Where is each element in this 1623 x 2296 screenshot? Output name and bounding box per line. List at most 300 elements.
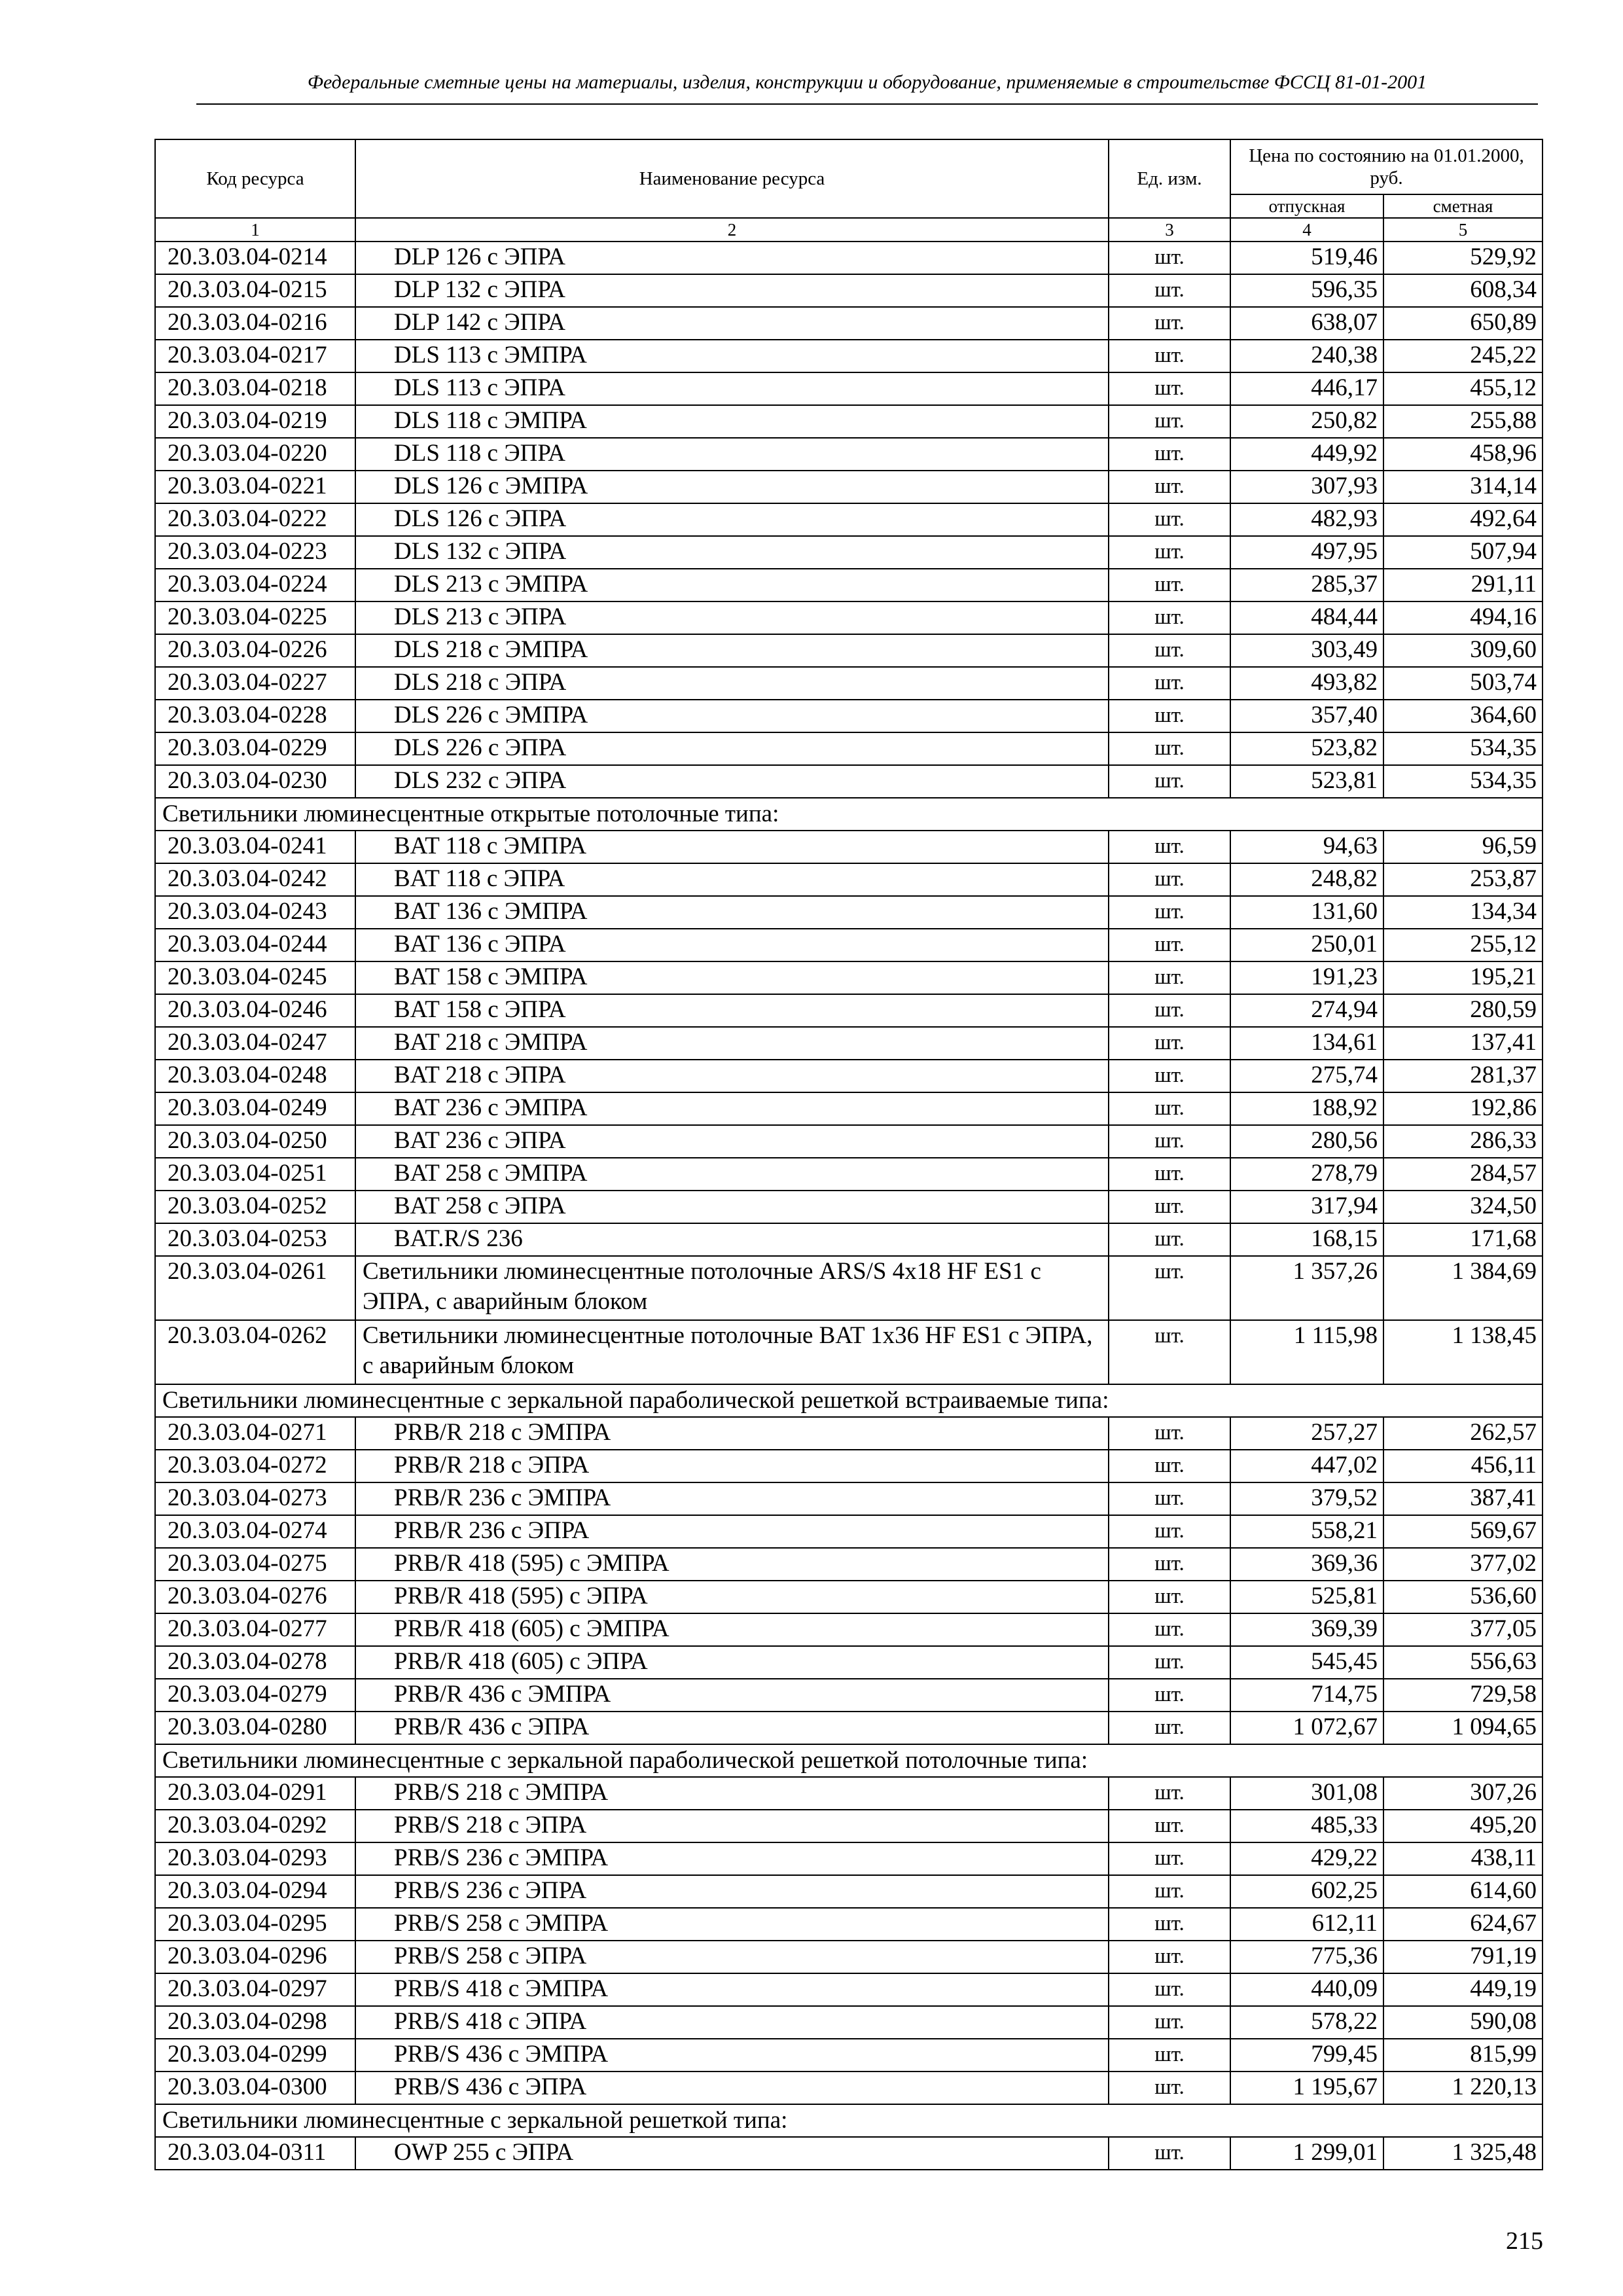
table-row	[155, 1712, 1543, 1744]
unit-cell: шт.	[1109, 2072, 1230, 2104]
table-row	[155, 1777, 1543, 1810]
col-number: 5	[1383, 218, 1543, 242]
resource-code: 20.3.03.04-0247	[155, 1027, 355, 1060]
resource-code: 20.3.03.04-0261	[155, 1256, 355, 1320]
unit-cell: шт.	[1109, 1482, 1230, 1515]
estimate-price: 255,88	[1383, 405, 1543, 438]
resource-code: 20.3.03.04-0272	[155, 1450, 355, 1482]
estimate-price: 1 325,48	[1383, 2137, 1543, 2170]
unit-cell: шт.	[1109, 1613, 1230, 1646]
unit-cell: шт.	[1109, 2039, 1230, 2072]
resource-name: BAT 158 с ЭПРА	[355, 994, 1109, 1027]
estimate-price: 253,87	[1383, 863, 1543, 896]
unit-cell: шт.	[1109, 2137, 1230, 2170]
table-row	[155, 1158, 1543, 1191]
release-price: 775,36	[1230, 1941, 1383, 1973]
resource-name: PRB/S 258 с ЭМПРА	[355, 1908, 1109, 1941]
release-price: 303,49	[1230, 634, 1383, 667]
table-row	[155, 994, 1543, 1027]
table-row	[155, 634, 1543, 667]
resource-code: 20.3.03.04-0243	[155, 896, 355, 929]
estimate-price: 286,33	[1383, 1125, 1543, 1158]
resource-name: PRB/R 218 с ЭМПРА	[355, 1417, 1109, 1450]
resource-code: 20.3.03.04-0245	[155, 961, 355, 994]
resource-code: 20.3.03.04-0292	[155, 1810, 355, 1842]
resource-name: DLS 213 с ЭПРА	[355, 601, 1109, 634]
release-price: 493,82	[1230, 667, 1383, 700]
estimate-price: 729,58	[1383, 1679, 1543, 1712]
estimate-price: 492,64	[1383, 503, 1543, 536]
table-row	[155, 1908, 1543, 1941]
estimate-price: 137,41	[1383, 1027, 1543, 1060]
table-row	[155, 2072, 1543, 2104]
table-row	[155, 896, 1543, 929]
resource-code: 20.3.03.04-0271	[155, 1417, 355, 1450]
unit-cell: шт.	[1109, 438, 1230, 471]
unit-cell: шт.	[1109, 994, 1230, 1027]
resource-name: DLP 132 с ЭПРА	[355, 274, 1109, 307]
unit-cell: шт.	[1109, 1060, 1230, 1092]
release-price: 519,46	[1230, 242, 1383, 274]
unit-cell: шт.	[1109, 1158, 1230, 1191]
resource-name: PRB/S 418 с ЭМПРА	[355, 1973, 1109, 2006]
unit-cell: шт.	[1109, 765, 1230, 798]
resource-name: DLS 118 с ЭПРА	[355, 438, 1109, 471]
table-row	[155, 863, 1543, 896]
resource-code: 20.3.03.04-0224	[155, 569, 355, 601]
release-price: 307,93	[1230, 471, 1383, 503]
release-price: 799,45	[1230, 2039, 1383, 2072]
resource-name: PRB/S 236 с ЭПРА	[355, 1875, 1109, 1908]
table-row	[155, 405, 1543, 438]
resource-name: Светильники люминесцентные потолочные BAT 1x36 HF ES1 с ЭПРА, с аварийным блоком	[355, 1320, 1109, 1384]
estimate-price: 1 384,69	[1383, 1256, 1543, 1320]
release-price: 379,52	[1230, 1482, 1383, 1515]
release-price: 168,15	[1230, 1223, 1383, 1256]
table-row	[155, 1450, 1543, 1482]
table-row	[155, 929, 1543, 961]
table-row	[155, 372, 1543, 405]
section-title: Светильники люминесцентные с зеркальной решеткой типа:	[155, 2104, 1543, 2137]
col-header-name: Наименование ресурса	[355, 139, 1109, 218]
resource-code: 20.3.03.04-0230	[155, 765, 355, 798]
unit-cell: шт.	[1109, 471, 1230, 503]
release-price: 447,02	[1230, 1450, 1383, 1482]
release-price: 240,38	[1230, 340, 1383, 372]
unit-cell: шт.	[1109, 536, 1230, 569]
resource-code: 20.3.03.04-0217	[155, 340, 355, 372]
unit-cell: шт.	[1109, 1810, 1230, 1842]
resource-code: 20.3.03.04-0291	[155, 1777, 355, 1810]
resource-name: BAT 258 с ЭПРА	[355, 1191, 1109, 1223]
release-price: 497,95	[1230, 536, 1383, 569]
resource-name: DLP 142 с ЭПРА	[355, 307, 1109, 340]
table-row	[155, 307, 1543, 340]
unit-cell: шт.	[1109, 405, 1230, 438]
col-header-unit: Ед. изм.	[1109, 139, 1230, 218]
table-row	[155, 569, 1543, 601]
table-row	[155, 438, 1543, 471]
table-row	[155, 1810, 1543, 1842]
unit-cell: шт.	[1109, 831, 1230, 863]
resource-code: 20.3.03.04-0216	[155, 307, 355, 340]
estimate-price: 262,57	[1383, 1417, 1543, 1450]
unit-cell: шт.	[1109, 1320, 1230, 1384]
running-header: Федеральные сметные цены на материалы, изделия, конструкции и оборудование, применяемые в строительстве ФССЦ 81-01-2001	[307, 71, 1427, 93]
unit-cell: шт.	[1109, 242, 1230, 274]
unit-cell: шт.	[1109, 1027, 1230, 1060]
table-row	[155, 601, 1543, 634]
unit-cell: шт.	[1109, 1191, 1230, 1223]
resource-code: 20.3.03.04-0218	[155, 372, 355, 405]
resource-name: BAT 136 с ЭПРА	[355, 929, 1109, 961]
estimate-price: 503,74	[1383, 667, 1543, 700]
resource-name: DLS 126 с ЭМПРА	[355, 471, 1109, 503]
table-row	[155, 700, 1543, 732]
col-header-price-group: Цена по состоянию на 01.01.2000, руб.	[1230, 139, 1543, 194]
resource-code: 20.3.03.04-0250	[155, 1125, 355, 1158]
resource-code: 20.3.03.04-0300	[155, 2072, 355, 2104]
estimate-price: 255,12	[1383, 929, 1543, 961]
resource-name: PRB/R 418 (595) с ЭПРА	[355, 1581, 1109, 1613]
estimate-price: 438,11	[1383, 1842, 1543, 1875]
unit-cell: шт.	[1109, 601, 1230, 634]
unit-cell: шт.	[1109, 503, 1230, 536]
table-body	[155, 242, 1543, 2170]
estimate-price: 1 094,65	[1383, 1712, 1543, 1744]
release-price: 638,07	[1230, 307, 1383, 340]
release-price: 523,81	[1230, 765, 1383, 798]
table-row	[155, 1482, 1543, 1515]
resource-code: 20.3.03.04-0221	[155, 471, 355, 503]
col-number: 3	[1109, 218, 1230, 242]
resource-code: 20.3.03.04-0275	[155, 1548, 355, 1581]
unit-cell: шт.	[1109, 1679, 1230, 1712]
table-row	[155, 1320, 1543, 1384]
table-row	[155, 242, 1543, 274]
resource-name: PRB/R 218 с ЭПРА	[355, 1450, 1109, 1482]
resource-name: BAT 118 с ЭПРА	[355, 863, 1109, 896]
resource-name: OWP 255 с ЭПРА	[355, 2137, 1109, 2170]
release-price: 1 115,98	[1230, 1320, 1383, 1384]
estimate-price: 364,60	[1383, 700, 1543, 732]
table-row	[155, 2006, 1543, 2039]
header-rule	[196, 103, 1538, 105]
resource-name: BAT 236 с ЭПРА	[355, 1125, 1109, 1158]
estimate-price: 281,37	[1383, 1060, 1543, 1092]
release-price: 134,61	[1230, 1027, 1383, 1060]
table-row	[155, 1581, 1543, 1613]
unit-cell: шт.	[1109, 1548, 1230, 1581]
release-price: 612,11	[1230, 1908, 1383, 1941]
release-price: 440,09	[1230, 1973, 1383, 2006]
resource-name: PRB/S 258 с ЭПРА	[355, 1941, 1109, 1973]
unit-cell: шт.	[1109, 732, 1230, 765]
table-row	[155, 1191, 1543, 1223]
table-row	[155, 274, 1543, 307]
unit-cell: шт.	[1109, 307, 1230, 340]
release-price: 275,74	[1230, 1060, 1383, 1092]
estimate-price: 377,05	[1383, 1613, 1543, 1646]
section-title: Светильники люминесцентные с зеркальной параболической решеткой встраиваемые типа:	[155, 1384, 1543, 1417]
resource-name: DLS 132 с ЭПРА	[355, 536, 1109, 569]
table-row	[155, 1973, 1543, 2006]
resource-name: DLS 218 с ЭМПРА	[355, 634, 1109, 667]
estimate-price: 815,99	[1383, 2039, 1543, 2072]
estimate-price: 534,35	[1383, 765, 1543, 798]
table-row	[155, 1256, 1543, 1320]
release-price: 250,01	[1230, 929, 1383, 961]
resource-name: PRB/S 218 с ЭМПРА	[355, 1777, 1109, 1810]
table-row	[155, 667, 1543, 700]
resource-name: PRB/S 418 с ЭПРА	[355, 2006, 1109, 2039]
estimate-price: 195,21	[1383, 961, 1543, 994]
table-row	[155, 340, 1543, 372]
release-price: 131,60	[1230, 896, 1383, 929]
table-row	[155, 1679, 1543, 1712]
resource-code: 20.3.03.04-0223	[155, 536, 355, 569]
resource-code: 20.3.03.04-0248	[155, 1060, 355, 1092]
resource-code: 20.3.03.04-0295	[155, 1908, 355, 1941]
estimate-price: 96,59	[1383, 831, 1543, 863]
resource-code: 20.3.03.04-0294	[155, 1875, 355, 1908]
estimate-price: 387,41	[1383, 1482, 1543, 1515]
table-row	[155, 536, 1543, 569]
section-row	[155, 1744, 1543, 1777]
estimate-price: 529,92	[1383, 242, 1543, 274]
release-price: 257,27	[1230, 1417, 1383, 1450]
table-row	[155, 831, 1543, 863]
unit-cell: шт.	[1109, 1450, 1230, 1482]
estimate-price: 307,26	[1383, 1777, 1543, 1810]
release-price: 369,39	[1230, 1613, 1383, 1646]
col-number: 1	[155, 218, 355, 242]
resource-name: DLS 232 с ЭПРА	[355, 765, 1109, 798]
resource-name: BAT 136 с ЭМПРА	[355, 896, 1109, 929]
resource-code: 20.3.03.04-0246	[155, 994, 355, 1027]
unit-cell: шт.	[1109, 340, 1230, 372]
resource-code: 20.3.03.04-0219	[155, 405, 355, 438]
unit-cell: шт.	[1109, 274, 1230, 307]
unit-cell: шт.	[1109, 569, 1230, 601]
resource-code: 20.3.03.04-0276	[155, 1581, 355, 1613]
table-row	[155, 1417, 1543, 1450]
estimate-price: 624,67	[1383, 1908, 1543, 1941]
resource-name: PRB/R 436 с ЭМПРА	[355, 1679, 1109, 1712]
table-row	[155, 1223, 1543, 1256]
release-price: 714,75	[1230, 1679, 1383, 1712]
unit-cell: шт.	[1109, 1092, 1230, 1125]
resource-name: DLS 118 с ЭМПРА	[355, 405, 1109, 438]
release-price: 188,92	[1230, 1092, 1383, 1125]
resource-code: 20.3.03.04-0279	[155, 1679, 355, 1712]
table-row	[155, 961, 1543, 994]
estimate-price: 569,67	[1383, 1515, 1543, 1548]
unit-cell: шт.	[1109, 1646, 1230, 1679]
estimate-price: 449,19	[1383, 1973, 1543, 2006]
estimate-price: 377,02	[1383, 1548, 1543, 1581]
unit-cell: шт.	[1109, 1417, 1230, 1450]
estimate-price: 495,20	[1383, 1810, 1543, 1842]
resource-name: DLS 218 с ЭПРА	[355, 667, 1109, 700]
table-row	[155, 471, 1543, 503]
unit-cell: шт.	[1109, 929, 1230, 961]
estimate-price: 494,16	[1383, 601, 1543, 634]
unit-cell: шт.	[1109, 961, 1230, 994]
estimate-price: 291,11	[1383, 569, 1543, 601]
table-row	[155, 1125, 1543, 1158]
col-header-code: Код ресурса	[155, 139, 355, 218]
resource-code: 20.3.03.04-0280	[155, 1712, 355, 1744]
resource-code: 20.3.03.04-0229	[155, 732, 355, 765]
resource-code: 20.3.03.04-0277	[155, 1613, 355, 1646]
resource-name: Светильники люминесцентные потолочные ARS/S 4x18 HF ES1 с ЭПРА, с аварийным блоком	[355, 1256, 1109, 1320]
estimate-price: 134,34	[1383, 896, 1543, 929]
estimate-price: 192,86	[1383, 1092, 1543, 1125]
resource-name: PRB/R 236 с ЭПРА	[355, 1515, 1109, 1548]
resource-name: DLP 126 с ЭПРА	[355, 242, 1109, 274]
resource-name: PRB/R 418 (605) с ЭПРА	[355, 1646, 1109, 1679]
resource-code: 20.3.03.04-0251	[155, 1158, 355, 1191]
release-price: 285,37	[1230, 569, 1383, 601]
release-price: 274,94	[1230, 994, 1383, 1027]
price-table	[154, 139, 1543, 2170]
resource-name: BAT 218 с ЭПРА	[355, 1060, 1109, 1092]
resource-name: DLS 226 с ЭМПРА	[355, 700, 1109, 732]
table-row	[155, 1646, 1543, 1679]
unit-cell: шт.	[1109, 372, 1230, 405]
col-number: 2	[355, 218, 1109, 242]
table-row	[155, 765, 1543, 798]
resource-name: BAT 158 с ЭМПРА	[355, 961, 1109, 994]
section-row	[155, 1384, 1543, 1417]
release-price: 596,35	[1230, 274, 1383, 307]
release-price: 449,92	[1230, 438, 1383, 471]
resource-name: DLS 226 с ЭПРА	[355, 732, 1109, 765]
unit-cell: шт.	[1109, 1125, 1230, 1158]
resource-code: 20.3.03.04-0249	[155, 1092, 355, 1125]
unit-cell: шт.	[1109, 667, 1230, 700]
table-row	[155, 1842, 1543, 1875]
table-row	[155, 1092, 1543, 1125]
release-price: 545,45	[1230, 1646, 1383, 1679]
estimate-price: 284,57	[1383, 1158, 1543, 1191]
unit-cell: шт.	[1109, 1256, 1230, 1320]
estimate-price: 534,35	[1383, 732, 1543, 765]
resource-name: DLS 113 с ЭМПРА	[355, 340, 1109, 372]
release-price: 484,44	[1230, 601, 1383, 634]
resource-code: 20.3.03.04-0274	[155, 1515, 355, 1548]
unit-cell: шт.	[1109, 1941, 1230, 1973]
estimate-price: 536,60	[1383, 1581, 1543, 1613]
unit-cell: шт.	[1109, 1223, 1230, 1256]
resource-code: 20.3.03.04-0293	[155, 1842, 355, 1875]
release-price: 429,22	[1230, 1842, 1383, 1875]
resource-code: 20.3.03.04-0278	[155, 1646, 355, 1679]
release-price: 482,93	[1230, 503, 1383, 536]
release-price: 1 072,67	[1230, 1712, 1383, 1744]
resource-code: 20.3.03.04-0252	[155, 1191, 355, 1223]
resource-code: 20.3.03.04-0253	[155, 1223, 355, 1256]
table-row	[155, 1548, 1543, 1581]
estimate-price: 1 138,45	[1383, 1320, 1543, 1384]
table-row	[155, 1027, 1543, 1060]
page-number: 215	[1506, 2227, 1543, 2255]
section-row	[155, 2104, 1543, 2137]
resource-code: 20.3.03.04-0244	[155, 929, 355, 961]
resource-name: BAT 218 с ЭМПРА	[355, 1027, 1109, 1060]
resource-code: 20.3.03.04-0299	[155, 2039, 355, 2072]
resource-code: 20.3.03.04-0225	[155, 601, 355, 634]
resource-name: PRB/R 436 с ЭПРА	[355, 1712, 1109, 1744]
unit-cell: шт.	[1109, 1712, 1230, 1744]
release-price: 278,79	[1230, 1158, 1383, 1191]
unit-cell: шт.	[1109, 1842, 1230, 1875]
resource-name: BAT 258 с ЭМПРА	[355, 1158, 1109, 1191]
resource-code: 20.3.03.04-0262	[155, 1320, 355, 1384]
resource-name: PRB/S 436 с ЭПРА	[355, 2072, 1109, 2104]
unit-cell: шт.	[1109, 863, 1230, 896]
estimate-price: 324,50	[1383, 1191, 1543, 1223]
unit-cell: шт.	[1109, 634, 1230, 667]
resource-name: PRB/R 418 (595) с ЭМПРА	[355, 1548, 1109, 1581]
resource-code: 20.3.03.04-0298	[155, 2006, 355, 2039]
estimate-price: 650,89	[1383, 307, 1543, 340]
unit-cell: шт.	[1109, 1908, 1230, 1941]
col-number: 4	[1230, 218, 1383, 242]
release-price: 523,82	[1230, 732, 1383, 765]
resource-code: 20.3.03.04-0220	[155, 438, 355, 471]
unit-cell: шт.	[1109, 1875, 1230, 1908]
estimate-price: 614,60	[1383, 1875, 1543, 1908]
resource-code: 20.3.03.04-0311	[155, 2137, 355, 2170]
resource-name: PRB/S 436 с ЭМПРА	[355, 2039, 1109, 2072]
resource-code: 20.3.03.04-0227	[155, 667, 355, 700]
release-price: 1 195,67	[1230, 2072, 1383, 2104]
resource-code: 20.3.03.04-0242	[155, 863, 355, 896]
release-price: 578,22	[1230, 2006, 1383, 2039]
section-row	[155, 798, 1543, 831]
section-title: Светильники люминесцентные с зеркальной параболической решеткой потолочные типа:	[155, 1744, 1543, 1777]
estimate-price: 171,68	[1383, 1223, 1543, 1256]
resource-code: 20.3.03.04-0226	[155, 634, 355, 667]
release-price: 317,94	[1230, 1191, 1383, 1223]
col-header-estimate-price: сметная	[1383, 194, 1543, 218]
table-row	[155, 1060, 1543, 1092]
release-price: 357,40	[1230, 700, 1383, 732]
estimate-price: 309,60	[1383, 634, 1543, 667]
resource-name: BAT 118 с ЭМПРА	[355, 831, 1109, 863]
unit-cell: шт.	[1109, 1777, 1230, 1810]
table-row	[155, 732, 1543, 765]
resource-code: 20.3.03.04-0215	[155, 274, 355, 307]
resource-code: 20.3.03.04-0228	[155, 700, 355, 732]
estimate-price: 791,19	[1383, 1941, 1543, 1973]
release-price: 94,63	[1230, 831, 1383, 863]
release-price: 1 299,01	[1230, 2137, 1383, 2170]
unit-cell: шт.	[1109, 700, 1230, 732]
resource-name: DLS 126 с ЭПРА	[355, 503, 1109, 536]
release-price: 191,23	[1230, 961, 1383, 994]
estimate-price: 455,12	[1383, 372, 1543, 405]
estimate-price: 608,34	[1383, 274, 1543, 307]
release-price: 250,82	[1230, 405, 1383, 438]
unit-cell: шт.	[1109, 896, 1230, 929]
resource-code: 20.3.03.04-0296	[155, 1941, 355, 1973]
release-price: 446,17	[1230, 372, 1383, 405]
release-price: 280,56	[1230, 1125, 1383, 1158]
estimate-price: 507,94	[1383, 536, 1543, 569]
